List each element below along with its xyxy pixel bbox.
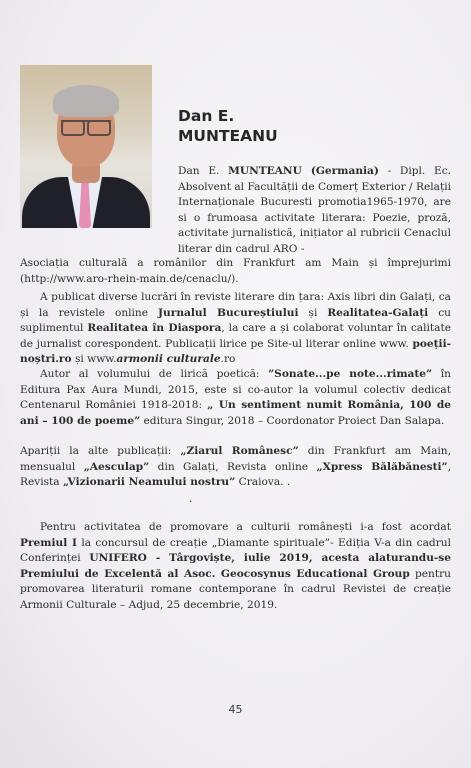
bold-span: ”Sonate...pe note...rimate” xyxy=(268,368,433,380)
bold-span: „Aesculap” xyxy=(83,460,150,473)
books-paragraph xyxy=(20,367,451,429)
portrait-hair xyxy=(53,85,119,117)
bio-intro-text: - Dipl. Ec. Absolvent al Facultății de Comerț Exterior / Relații Internaționale Bucuresti promotia1965-1970, are si o frumoasa activitate literara: Poezie, proză, activitate jurnalistică, inițiator al rubricii Cenaclul literar din cadrul ARO - xyxy=(178,165,452,255)
appearances-paragraph xyxy=(20,444,451,491)
text-span: Craiova. . xyxy=(235,476,291,488)
text-span: la concursul de creație „Diamante spirituale”- Ediția V-a din cadrul Conferinței xyxy=(20,536,451,564)
text-span: Pentru activitatea de promovare a culturii românești i-a fost acordat xyxy=(40,521,451,533)
portrait-glasses xyxy=(61,120,111,136)
author-portrait-photo xyxy=(20,65,152,228)
text-span: din Galați, Revista online xyxy=(149,460,317,473)
text-span: Autor al volumului de lirică poetică: xyxy=(40,368,269,380)
text-span: cu suplimentul xyxy=(20,306,451,334)
author-name-line-2: MUNTEANU xyxy=(178,127,278,145)
bio-name-bold: MUNTEANU (Germania) xyxy=(228,165,379,177)
books-text xyxy=(20,367,451,429)
bold-span: UNIFERO - Târgoviște, iulie 2019, acesta alaturandu-se Premiului de Excelentă al Asoc. Geocosynus Educational Group xyxy=(20,552,451,580)
text-span: , la care a și colaborat voluntar în calitate de jurnalist corespondent. Publicații lirice pe Site-ul literar online www. xyxy=(20,322,452,350)
award-paragraph xyxy=(20,520,451,613)
text-span: și xyxy=(298,306,328,319)
bold-span: „Vizionarii Neamului nostru” xyxy=(63,476,236,488)
bold-span: Jurnalul Bucureștiului xyxy=(158,306,299,319)
text-span: în Editura Pax Aura Mundi, 2015, este si co-autor la volumul colectiv dedicat Centenarul României 1918-2018: xyxy=(20,368,451,411)
appearances-text xyxy=(20,444,451,491)
bio-intro-paragraph xyxy=(178,164,451,257)
text-span: , Revista xyxy=(20,460,452,488)
bold-span: Premiul I xyxy=(20,536,77,549)
author-name-heading xyxy=(178,106,278,146)
page-number: 45 xyxy=(228,703,243,716)
bold-span: „Xpress Bălăbănesti” xyxy=(316,460,448,473)
text-span: A publicat diverse lucrări în reviste literare din țara: Axis libri din Galați, ca și la revistele online xyxy=(20,291,451,319)
award-text xyxy=(20,520,451,613)
bold-span: Realitatea-Galați xyxy=(327,306,429,319)
text-span: din Frankfurt am Main, mensualul xyxy=(20,445,451,473)
separator-dot: . xyxy=(189,494,193,505)
bio-intro xyxy=(178,164,451,257)
bold-span: „Ziarul Românesc” xyxy=(180,445,299,457)
text-span: .ro xyxy=(220,353,236,365)
text-span: Apariții la alte publicații: xyxy=(20,445,181,457)
author-name-line-1: Dan E. xyxy=(178,107,235,125)
publications-paragraph xyxy=(20,290,451,368)
bold-italic-span: armonii culturale xyxy=(116,353,221,365)
bio-continued xyxy=(20,256,451,287)
bold-span: Realitatea în Diaspora xyxy=(87,322,222,334)
bio-name-plain: Dan E. xyxy=(178,165,229,177)
bio-continued-text: Asociația culturală a românilor din Frankfurt am Main și împrejurimi (http://www.aro-rhein-main.de/cenaclu/). xyxy=(20,257,451,285)
bold-span: poeții-noștri.ro xyxy=(20,337,451,365)
text-span: pentru promovarea literaturii romane contemporane în cadrul Revistei de creație Armonii Culturale – Adjud, 25 decembrie, 2019. xyxy=(20,567,451,611)
publications-text xyxy=(20,290,451,368)
text-span: editura Singur, 2018 – Coordonator Proiect Dan Salapa. xyxy=(140,414,445,427)
text-span: și www. xyxy=(71,353,117,365)
bold-span: „ Un sentiment numit România, 100 de ani – 100 de poeme” xyxy=(20,399,451,427)
